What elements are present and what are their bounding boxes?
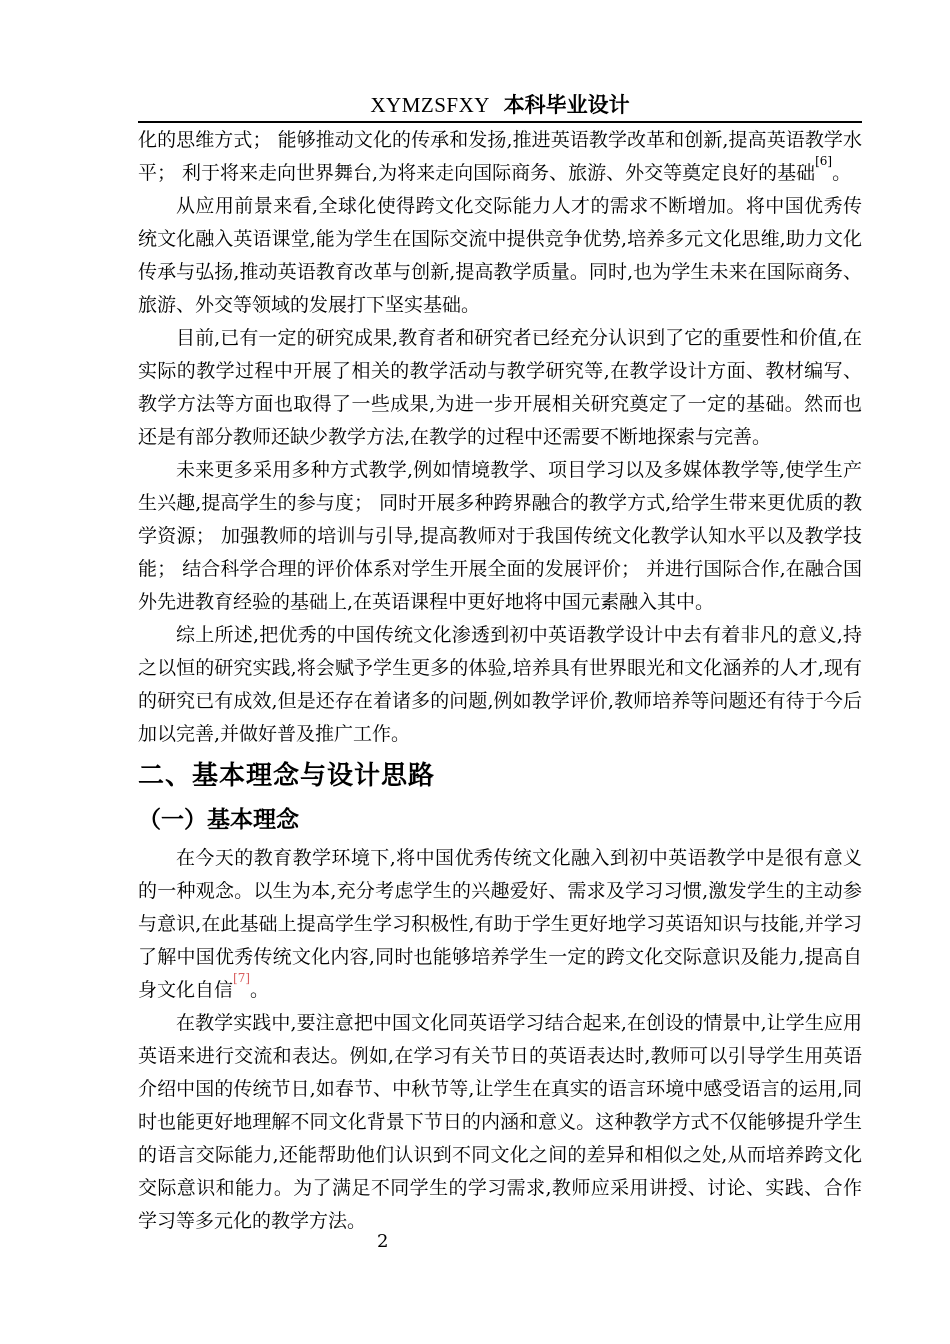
page-header [138,0,862,123]
paragraph-6-end: 。 [250,979,270,1001]
paragraph-3: 目前,已有一定的研究成果,教育者和研究者已经充分认识到了它的重要性和价值,在实际的教学过程中开展了相关的教学活动与教学研究等,在教学设计方面、教材编写、教学方法等方面也取得了一些成果,为进一步开展相关研究奠定了一定的基础。然而也还是有部分教师还缺少教学方法,在教学的过程中还需要不断地探索与完善。 [138,327,862,448]
paragraph-7: 在教学实践中,要注意把中国文化同英语学习结合起来,在创设的情景中,让学生应用英语来进行交流和表达。例如,在学习有关节日的英语表达时,教师可以引导学生用英语介绍中国的传统节日,如春节、中秋节等,让学生在真实的语言环境中感受语言的运用,同时也能更好地理解不同文化背景下节日的内涵和意义。这种教学方式不仅能够提升学生的语言交际能力,还能帮助他们认识到不同文化之间的差异和相似之处,从而培养跨文化交际意识和能力。为了满足不同学生的学习需求,教师应采用讲授、讨论、实践、合作学习等多元化的教学方法。 [138,1012,862,1232]
paragraph-6-text: 在今天的教育教学环境下,将中国优秀传统文化融入到初中英语教学中是很有意义的一种观念。以生为本,充分考虑学生的兴趣爱好、需求及学习习惯,激发学生的主动参与意识,在此基础上提高学生学习积极性,有助于学生更好地学习英语知识与技能,并学习了解中国优秀传统文化内容,同时也能够培养学生一定的跨文化交际意识及能力,提高自身文化自信 [138,847,862,1001]
paragraph-5: 综上所述,把优秀的中国传统文化渗透到初中英语教学设计中去有着非凡的意义,持之以恒的研究实践,将会赋予学生更多的体验,培养具有世界眼光和文化涵养的人才,现有的研究已有成效,但是还存在着诸多的问题,例如教学评价,教师培养等问题还有待于今后加以完善,并做好普及推广工作。 [138,624,862,745]
header-title-zh: 本科毕业设计 [503,92,630,117]
citation-ref-7: [7] [233,970,251,985]
paragraph-2: 从应用前景来看,全球化使得跨文化交际能力人才的需求不断增加。将中国优秀传统文化融入英语课堂,能为学生在国际交流中提供竞争优势,培养多元文化思维,助力文化传承与弘扬,推动英语教育改革与创新,提高教学质量。同时,也为学生未来在国际商务、旅游、外交等领域的发展打下坚实基础。 [138,195,862,316]
header-rule [138,121,862,123]
paragraph-1-end: 。 [832,162,852,184]
header-title-en: XYMZSFXY [370,93,490,117]
page-body [138,124,862,1238]
page-footer [0,1231,950,1261]
paragraph-6 [138,842,862,1007]
citation-ref-6: [6] [815,153,833,168]
paragraph-1-text: 化的思维方式； 能够推动文化的传承和发扬,推进英语教学改革和创新,提高英语教学水平； 利于将来走向世界舞台,为将来走向国际商务、旅游、外交等奠定良好的基础 [138,129,862,184]
paragraph-4: 未来更多采用多种方式教学,例如情境教学、项目学习以及多媒体教学等,使学生产生兴趣,提高学生的参与度； 同时开展多种跨界融合的教学方式,给学生带来更优质的教学资源； 加强教师的培训与引导,提高教师对于我国传统文化教学认知水平以及教学技能； 结合科学合理的评价体系对学生开展全面的发展评价； 并进行国际合作,在融合国外先进教育经验的基础上,在英语课程中更好地将中国元素融入其中。 [138,459,862,613]
subsection-heading: （一）基本理念 [138,807,299,833]
page-number: 2 [377,1231,389,1252]
header-title [138,94,862,116]
paragraph-1 [138,124,862,190]
section-heading: 二、基本理念与设计思路 [138,761,436,791]
